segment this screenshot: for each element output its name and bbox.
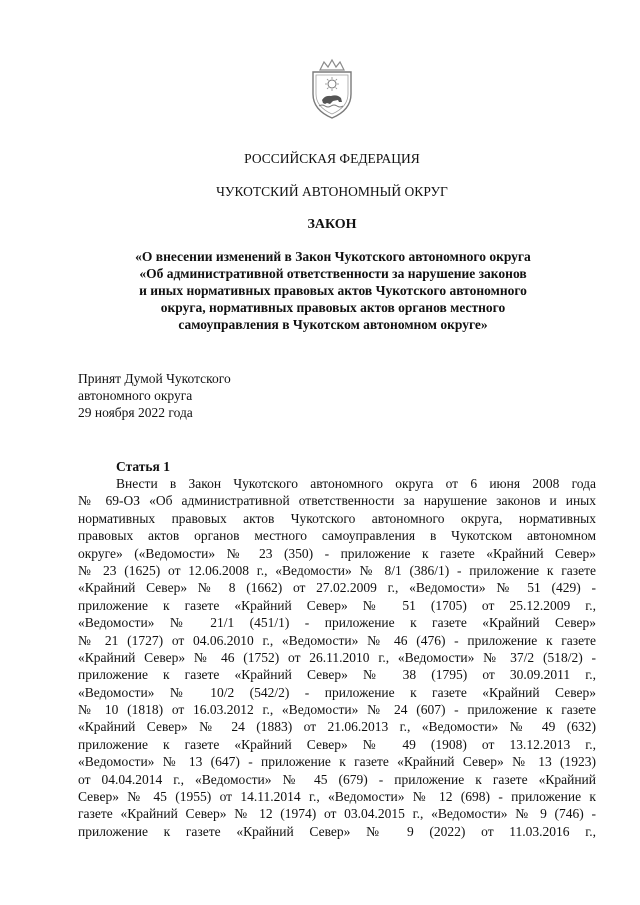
article-line: Север» № 45 (1955) от 14.11.2014 г., «Ведомости» № 12 (698) - приложение к (78, 789, 596, 805)
law-title-line: и иных нормативных правовых актов Чукотского автономного (139, 283, 527, 298)
article-line: округе» («Ведомости» № 23 (350) - приложение к газете «Крайний Север» (78, 545, 596, 561)
law-title-line: «Об административной ответственности за нарушение законов (139, 266, 527, 281)
article-line: № 10 (1818) от 16.03.2012 г., «Ведомости» № 24 (607) - приложение к газете (78, 702, 596, 718)
article-line: «Ведомости» № 10/2 (542/2) - приложение к газете «Крайний Север» (78, 684, 596, 700)
article-line: приложение к газете «Крайний Север» № 51 (1705) от 25.12.2009 г., (78, 597, 596, 613)
law-title-line: «О внесении изменений в Закон Чукотского автономного округа (135, 249, 531, 264)
article-line: «Крайний Север» № 46 (1752) от 26.11.2010 г., «Ведомости» № 37/2 (518/2) - (78, 649, 596, 665)
article-heading: Статья 1 (116, 459, 170, 474)
article-line: от 04.04.2014 г., «Ведомости» № 45 (679) - приложение к газете «Крайний (78, 771, 596, 787)
law-title-line: самоуправления в Чукотском автономном округе» (178, 317, 488, 332)
article-line: правовых актов органов местного самоуправления в Чукотском автономном (78, 528, 596, 544)
coat-of-arms-icon (303, 58, 361, 120)
article-line: «Крайний Север» № 8 (1662) от 27.02.2009 г., «Ведомости» № 51 (429) - (78, 580, 596, 596)
article-line: газете «Крайний Север» № 12 (1974) от 03.04.2015 г., «Ведомости» № 9 (746) - (78, 806, 596, 822)
federation-heading: РОССИЙСКАЯ ФЕДЕРАЦИЯ (244, 151, 420, 166)
article-line: Внести в Закон Чукотского автономного округа от 6 июня 2008 года (116, 476, 596, 491)
law-title-line: округа, нормативных правовых актов органов местного (160, 300, 506, 315)
article-line: № 21 (1727) от 04.06.2010 г., «Ведомости» № 46 (476) - приложение к газете (78, 632, 596, 648)
okrug-heading: ЧУКОТСКИЙ АВТОНОМНЫЙ ОКРУГ (216, 184, 448, 199)
article-body (78, 475, 596, 840)
adoption-line: автономного округа (78, 388, 193, 403)
article-line: № 69-ОЗ «Об административной ответственности за нарушение законов и иных (78, 493, 596, 509)
adoption-line: Принят Думой Чукотского (78, 371, 231, 386)
adoption-note (78, 370, 231, 421)
article-line: «Крайний Север» № 24 (1883) от 21.06.2013 г., «Ведомости» № 49 (632) (78, 719, 596, 735)
article-line: № 23 (1625) от 12.06.2008 г., «Ведомости» № 8/1 (386/1) - приложение к газете (78, 562, 596, 578)
article-line: приложение к газете «Крайний Север» № 9 (2022) от 11.03.2016 г., (78, 823, 596, 839)
article-line: приложение к газете «Крайний Север» № 49 (1908) от 13.12.2013 г., (78, 736, 596, 752)
adoption-date: 29 ноября 2022 года (78, 405, 193, 420)
document-type-heading: ЗАКОН (307, 217, 357, 232)
law-title (96, 248, 570, 333)
article-line: приложение к газете «Крайний Север» № 38 (1795) от 30.09.2011 г., (78, 667, 596, 683)
article-line: «Ведомости» № 13 (647) - приложение к газете «Крайний Север» № 13 (1923) (78, 754, 596, 770)
article-line: нормативных правовых актов Чукотского автономного округа, нормативных (78, 510, 596, 526)
article-line: «Ведомости» № 21/1 (451/1) - приложение к газете «Крайний Север» (78, 615, 596, 631)
